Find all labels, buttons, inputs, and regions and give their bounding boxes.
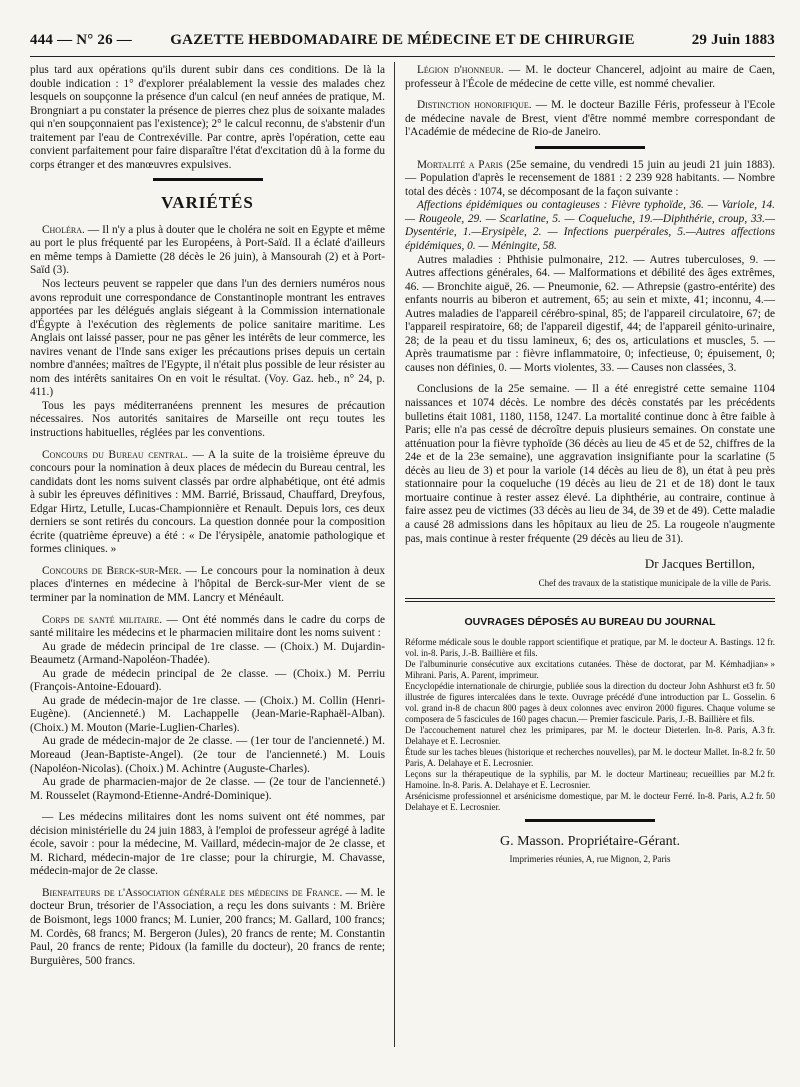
reference-item: 3 fr. 50 Encyclopédie internationale de chirurgie, publiée sous la direction du docteur John Ashhurst et illustrée de figures intercalées dans le texte. Ouvrage précédé d'une introduction par L. Gosselin. 6 vol. grand in-8 de chacun 800 pages à deux colonnes avec environ 2000 figures. Chaque volume se composera de 5 fascicules de 160 pages chacun.— Premier fascicule. Paris, J.-B. Baillière et fils. [405, 680, 775, 724]
header-rule [30, 56, 775, 57]
readers-paragraph: Nos lecteurs peuvent se rappeler que dans l'un des derniers numéros nous avons reproduit une correspondance de Constantinople montrant les entraves apportées par les délégués anglais siégeant à la Commission internationale d'Égypte à l'exécution des règlements de police sanitaire maritime. Les Anglais ont laissé passer, pour ne pas gêner les intérêts de leur commerce, les navires venant de l'Inde sans exiger les précautions prises depuis un certain nombre d'années; maîtres de l'Egypte, il n'était plus possible de leur résister au nom des intérêts sanitaires On en voit le résultat. (Voy. Gaz. heb., n° 24, p. 411.) [30, 277, 385, 399]
grade-entry: Au grade de médecin principal de 1re classe. — (Choix.) M. Dujardin-Beaumetz (Armand-Napoléon-Thadée). [30, 640, 385, 667]
signature: Dr Jacques Bertillon, [644, 556, 755, 572]
paragraph-continued: plus tard aux opérations qu'ils durent subir dans ces conditions. De là la double indication : 1° d'explorer préalablement la vessie des malades chez lesquels on soupçonne la présence d'un calcul (en neuf années de pratique, M. Brongniart a pu constater la présence de pierres chez plus de soixante malades qui n'en soupçonnaient pas l'existence); 2° le calcul reconnu, de s'abstenir d'un traitement par l'eau de Contrexéville. Par contre, après l'opération, cette eau convient parfaitement pour faire disparaître l'état d'excitation dû à la forme du corps étranger et des manœuvres expulsives. [30, 64, 385, 171]
page-number: 444 — N° 26 — [30, 32, 132, 48]
right-column [405, 64, 775, 865]
grade-entry: Au grade de médecin principal de 2e classe. — (Choix.) M. Perriu (François-Antoine-Edouard). [30, 667, 385, 694]
double-rule [405, 598, 775, 602]
countries-paragraph: Tous les pays méditerranéens prennent les mesures de précaution nécessaires. Nos autorités sanitaires de Marseille ont reçu toutes les instructions habituelles, réglées par les conventions. [30, 399, 385, 439]
section-divider [153, 178, 263, 181]
reference-item: 3 fr. De l'accouchement naturel chez les primipares, par M. le docteur Dieterlen. In-8. Paris, A. Delahaye et E. Lecrosnier. [405, 724, 775, 746]
column-divider [394, 62, 395, 1047]
concours-paragraph: Concours du Bureau central. — A la suite de la troisième épreuve du concours pour la nomination à deux places de médecin du Bureau central, les candidats dont les noms suivent classés par ordre alphabétique, ont été admis à subir les épreuves définitives : MM. Barrié, Brissaud, Chauffard, Dreyfous, Edgar Hirtz, Letulle, Lucas-Championnière et Renault. Depuis lors, ces deux derniers se sont retirés du concours. La question donnée pour la composition écrite (quatrième épreuve) a été : « De l'érysipèle, anatomie pathologique et formes cliniques. » [30, 448, 386, 556]
legion-paragraph: Légion d'honneur. — M. le docteur Chancerel, adjoint au maire de Caen, professeur à l'École de médecine de cette ville, est nommé chevalier. [405, 64, 775, 90]
cholera-paragraph: Choléra. — Il n'y a plus à douter que le choléra ne soit en Egypte et même au port le plus fréquenté par les Européens, à Port-Saïd. Il a éclaté d'ailleurs en même temps à Damiette (28 décès le 26 juin), à Mansourah (2) et à Port-Saïd (3). [30, 223, 385, 277]
grade-entry: Au grade de pharmacien-major de 2e classe. — (2e tour de l'ancienneté.) M. Rousselet (Raymond-Etienne-André-Dominique). [30, 776, 385, 802]
journal-title: GAZETTE HEBDOMADAIRE DE MÉDECINE ET DE CHIRURGIE [170, 32, 635, 48]
militaires-paragraph: — Les médecins militaires dont les noms suivent ont été nommes, par décision ministérielle du 24 juin 1883, à l'emploi de professeur agrégé à ladite école, savoir : pour la médecine, M. Vaillard, médecin-major de 2e classe, et M. Richard, médecin-major de 1re classe; pour la chirurgie, M. Chavasse, médecin-major de 2e classe. [30, 811, 385, 878]
mortality-paragraph: Mortalité a Paris (25e semaine, du vendredi 15 juin au jeudi 21 juin 1883). — Population d'après le recensement de 1881 : 2 239 928 habitants. — Nombre total des décès : 1074, se décomposant de la façon suivante : [405, 158, 776, 198]
reference-item: 2 fr. 50 Arsénicisme professionnel et arsénicisme domestique, par M. le docteur Ferré. In-8. Paris, A. Delahaye et E. Lecrosnier. [405, 790, 775, 812]
publisher-line: G. Masson. Propriétaire-Gérant. [499, 833, 680, 849]
issue-date: 29 Juin 1883 [691, 32, 775, 48]
signature-subtitle: Chef des travaux de la statistique municipale de la ville de Paris. [538, 577, 771, 588]
references-list [405, 637, 775, 813]
military-paragraph: Corps de santé militaire. — Ont été nommés dans le cadre du corps de santé militaire les médecins et le pharmacien militaire dont les noms suivent : [30, 613, 385, 640]
ouvrages-heading: OUVRAGES DÉPOSÉS AU BUREAU DU JOURNAL [464, 616, 716, 629]
section-title: VARIÉTÉS [161, 193, 254, 213]
reference-item: 2 fr. Réforme médicale sous le double rapport scientifique et pratique, par M. le docteur A. Bastings. 1 vol. in-8. Paris, J.-B. Baillière et fils. [405, 637, 775, 658]
affections-paragraph: Affections épidémiques ou contagieuses : Fièvre typhoïde, 36. — Variole, 14. — Rougeole, 29. — Scarlatine, 5. — Coqueluche, 19.—Diphthérie, croup, 33.—Dysentérie, 1.—Erysipèle, 2. — Infections puerpérales, 5.—Autres affections épidémiques, 0. — Méningite, 58. [405, 199, 775, 253]
section-divider [525, 819, 655, 822]
conclusions-paragraph: Conclusions de la 25e semaine. — Il a été enregistré cette semaine 1104 naissances et 1074 décès. Le nombre des décès constatés par les précédents bulletins était 1081, 1180, 1158, 1247. La mortalité continue donc à être faible à Paris; elle n'a pas cessé de décroître depuis plusieurs semaines. On constate une atténuation pour la fièvre typhoïde (36 décès au lieu de 45 et de 52, chiffres de la 24e et de la 23e semaine), une aggravation insignifiante pour la scarlatine (5 décès au lieu de 3) et pour la variole (14 décès au lieu de 8), un état à peu près stationnaire pour la coqueluche (19 décès au lieu de 21 et de 18) dont le taux mortuaire continue à rester assez élevé. La diphthérie, au contraire, continue à faire assez peu de victimes (33 décès au lieu de 34, de 39 et de 49). Cette maladie a causé 28 admissions dans les hôpitaux au lieu de 25. La rougeole n'augmente pas, mais continue à rester fréquente (29 décès au lieu de 31). [405, 383, 775, 545]
section-divider [535, 146, 645, 149]
printer-line: Imprimeries réunies, A, rue Mignon, 2, Paris [509, 854, 671, 865]
reference-item: 2 fr. 50 Étude sur les taches bleues (historique et recherches nouvelles), par M. le docteur Mallet. In-8. Paris, A. Delahaye et E. Lecrosnier. [405, 746, 775, 768]
grade-entry: Au grade de médecin-major de 2e classe. — (1er tour de l'ancienneté.) M. Moreaud (Jean-Baptiste-Angel). (2e tour de l'ancienneté.) M. Louis (Napoléon-Nicolas). (Choix.) M. Achintre (Auguste-Charles). [30, 735, 385, 775]
reference-item: 2 fr. Leçons sur la thérapeutique de la syphilis, par M. le docteur Martineau; recueillies par M. Hamoine. In-8. Paris. A. Delahaye et E. Lecrosnier. [405, 768, 775, 790]
reference-item: » » De l'albuminurie consécutive aux excitations cutanées. Thèse de doctorat, par M. Kémhadjian Mihrani. Paris, A. Parent, imprimeur. [405, 658, 775, 680]
grade-entry: Au grade de médecin-major de 1re classe. — (Choix.) M. Collin (Henri-Eugène). (Ancienneté.) M. Lachappelle (Jean-Marie-Raphaël-Alban). (Choix.) M. Mouton (Marie-Luglien-Charles). [30, 694, 385, 734]
autres-maladies-paragraph: Autres maladies : Phthisie pulmonaire, 212. — Autres tuberculoses, 9. — Autres affections générales, 64. — Malformations et débilité des âges extrêmes, 46. — Bronchite aiguë, 26. — Pneumonie, 62. — Athrepsie (gastro-entérite) des enfants nourris au biberon et autrement, 65; au sein et mixte, 41; inconnu, 4.— Autres maladies de l'appareil cérébro-spinal, 85; de l'appareil circulatoire, 67; de l'appareil respiratoire, 68; de l'appareil digestif, 44; de l'appareil génito-urinaire, 28; de la peau et du tissu lamineux, 6; des os, articulations et muscles, 5. — Après traumatisme par : fièvre inflammatoire, 0; infectieuse, 0; épuisement, 0; causes non définies, 0. — Morts violentes, 33. — Causes non classées, 3. [405, 253, 775, 374]
left-column [30, 64, 385, 968]
page-header [30, 32, 775, 54]
distinction-paragraph: Distinction honorifique. — M. le docteur Bazille Féris, professeur à l'Ecole de médecine navale de Brest, vient d'être nommé membre correspondant de l'Académie de médecine de Rio-de Janeiro. [405, 99, 775, 139]
bienfaiteurs-paragraph: Bienfaiteurs de l'Association générale des médecins de France. — M. le docteur Brun, trésorier de l'Association, a reçu les dons suivants : M. Brière de Boismont, legs 1000 francs; M. Lunier, 200 francs; M. Gallard, 100 francs; M. Cordès, 68 francs; M. Bergeron (Jules), 20 francs de rente; M. Constantin Paul, 20 francs de rente; Pidoux (la famille du docteur), 20 francs de rente; Burguières, 500 francs. [30, 886, 385, 967]
berck-paragraph: Concours de Berck-sur-Mer. — Le concours pour la nomination à deux places d'internes en médecine à l'hôpital de Berck-sur-Mer vient de se terminer par la nomination de MM. Lancry et Ménéault. [30, 564, 385, 604]
